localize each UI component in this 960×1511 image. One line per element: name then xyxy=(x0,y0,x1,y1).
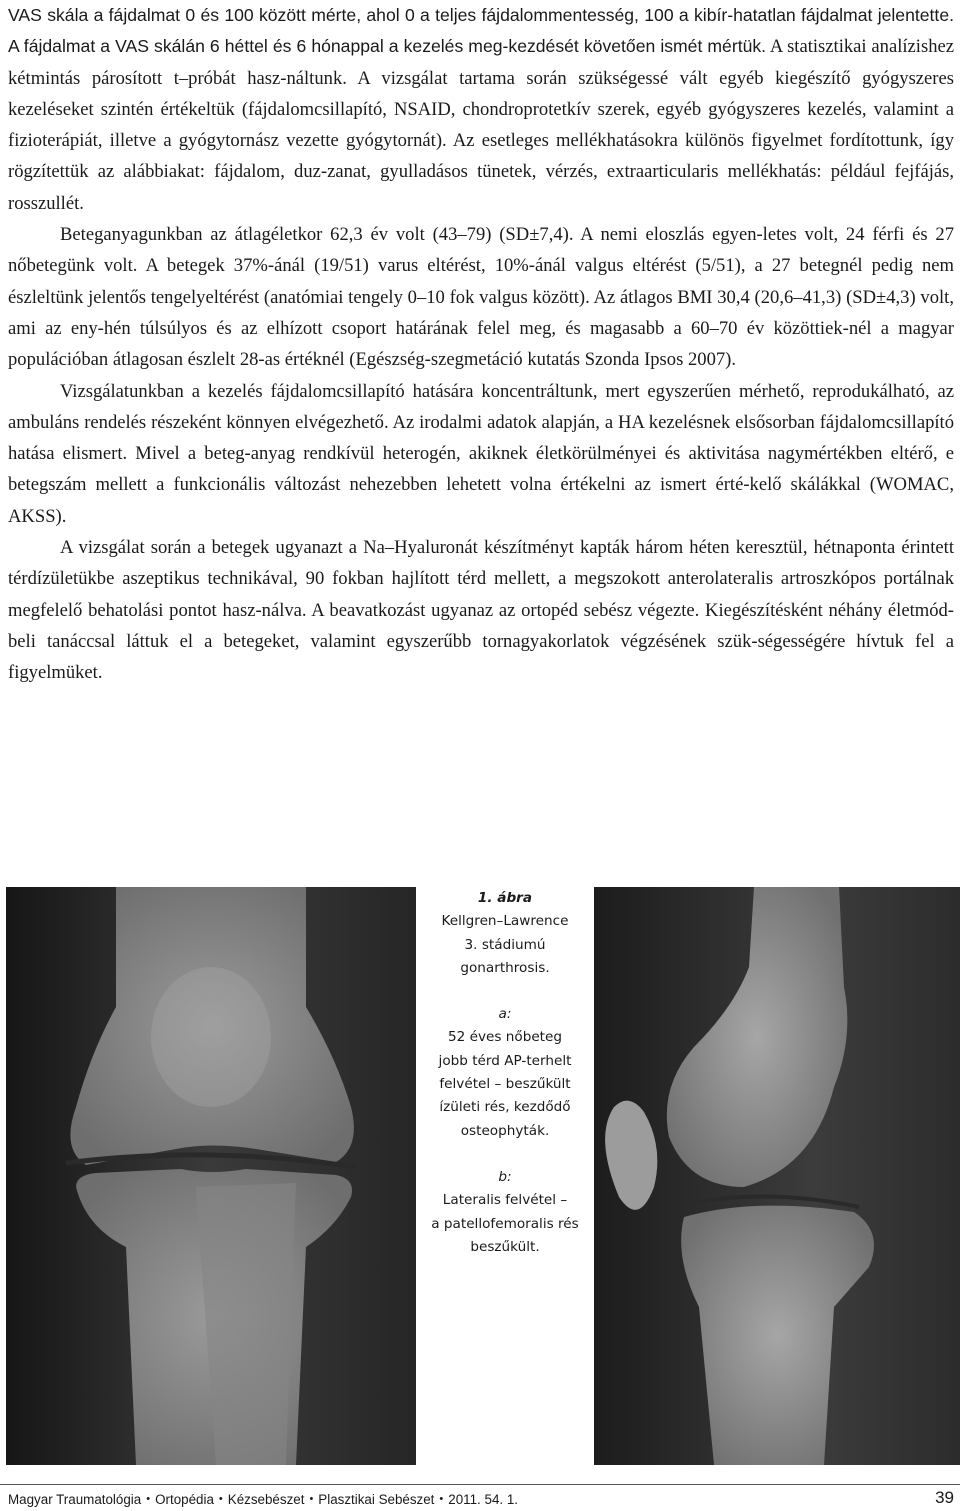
caption-title: 1. ábra xyxy=(477,890,533,906)
journal-section: Kézsebészet xyxy=(227,1491,305,1507)
caption-line: 3. stádiumú xyxy=(464,936,546,953)
paragraph-sans-part: VAS skála a fájdalmat 0 és 100 között mérte, ahol 0 a teljes fájdalommentesség, 100 a kibír-hatatlan fájdalmat jelentette. A fájdalmat a VAS skálán 6 héttel és 6 hónappal a kezelés meg-kezdését követően ismét mértük. xyxy=(8,5,954,57)
paragraph: A vizsgálat során a betegek ugyanazt a Na–Hyaluronát készítményt kapták három héten keresztül, hétnaponta érintett térdízületükbe aszeptikus technikával, 90 fokban hajlított térd mellett, a megszokott anterolateralis artroszkópos portálnak megfelelő behatolási pontot hasz-nálva. A beavatkozást ugyanaz az ortopéd sebész végezte. Kiegészítésként néhány életmód-beli tanáccsal láttuk el a betegeket, valamint egyszerűbb tornagyakorlatok végzésének szük-ségességére hívtuk fel a figyelmüket. xyxy=(8,537,954,684)
caption-line: felvétel – beszűkült xyxy=(439,1076,571,1093)
journal-section: Plasztikai Sebészet xyxy=(318,1491,435,1507)
caption-line: beszűkült. xyxy=(470,1238,540,1255)
figure-1 xyxy=(6,887,960,1465)
page-number: 39 xyxy=(935,1488,954,1507)
bullet-icon: • xyxy=(146,1493,151,1505)
article-body xyxy=(8,0,954,689)
caption-part-a-label: a: xyxy=(498,1006,512,1023)
paragraph: Beteganyagunkban az átlagéletkor 62,3 év volt (43–79) (SD±7,4). A nemi eloszlás egyen-letes volt, 24 férfi és 27 nőbetegünk volt. A betegek 37%-ánál (19/51) varus eltérést, 10%-ánál valgus eltérést (5/51), a 27 betegnél pedig nem észleltünk jelentős tengelyeltérést (anatómiai tengely 0–10 fok valgus között). Az átlagos BMI 30,4 (20,6–41,3) (SD±4,3) volt, ami az eny-hén túlsúlyos és az elhízott csoport határának felel meg, és magasabb a 60–70 év közöttiek-nél a magyar populációban átlagosan észlelt 28-as értéknél (Egészség-szegmetáció kutatás Szonda Ipsos 2007). xyxy=(8,224,954,371)
journal-name: Magyar Traumatológia xyxy=(8,1491,142,1507)
caption-line: osteophyták. xyxy=(460,1122,550,1139)
bullet-icon: • xyxy=(309,1493,314,1505)
journal-issue: 2011. 54. 1. xyxy=(448,1491,519,1507)
caption-line: gonarthrosis. xyxy=(460,959,550,976)
journal-section: Ortopédia xyxy=(155,1491,214,1507)
caption-line: jobb térd AP-terhelt xyxy=(438,1052,572,1069)
xray-lateral-view-image xyxy=(594,887,960,1465)
caption-part-b-label: b: xyxy=(498,1168,512,1185)
caption-line: 52 éves nőbeteg xyxy=(447,1029,563,1046)
xray-ap-view-image xyxy=(6,887,416,1465)
paragraph-serif-part: A statisztikai analízishez kétmintás párosított t–próbát hasz-náltunk. A vizsgálat tartama során szükségessé vált egyéb kiegészítő gyógyszeres kezeléseket szintén értékeltük (fájdalomcsillapító, NSAID, chondroprotetkív szerek, egyéb gyógyszeres kezelés, valamint a fizioterápiát, illetve a gyógytornász vezette gyógytornát). Az esetleges mellékhatásokra különös figyelmet fordítottunk, így rögzítettük az alábbiakat: fájdalom, duz-zanat, gyulladásos tünetek, vérzés, extraarticularis mellékhatás: például fejfájás, rosszullét. xyxy=(8,36,954,214)
figure-caption xyxy=(418,887,592,1259)
caption-line: Lateralis felvétel – xyxy=(442,1192,568,1209)
bullet-icon: • xyxy=(218,1493,223,1505)
caption-line: Kellgren–Lawrence xyxy=(441,913,569,930)
bullet-icon: • xyxy=(439,1493,444,1505)
footer-divider xyxy=(0,1484,960,1485)
caption-line: ízületi rés, kezdődő xyxy=(439,1099,571,1116)
paragraph xyxy=(8,0,954,219)
caption-line: a patellofemoralis rés xyxy=(431,1215,579,1232)
page-footer xyxy=(8,1488,954,1510)
paragraph: Vizsgálatunkban a kezelés fájdalomcsillapító hatására koncentráltunk, mert egyszerűen mérhető, reprodukálható, az ambuláns rendelés részeként könnyen elvégezhető. Az irodalmi adatok alapján, a HA kezelésnek elsősorban fájdalomcsillapító hatása elismert. Mivel a beteg-anyag rendkívül heterogén, akiknek életkörülményei és aktivitása nagymértékben eltérő, e betegszám mellett a funkcionális változást nehezebben lehetett volna értékelni az ismert érté-kelő skálákkal (WOMAC, AKSS). xyxy=(8,380,954,527)
